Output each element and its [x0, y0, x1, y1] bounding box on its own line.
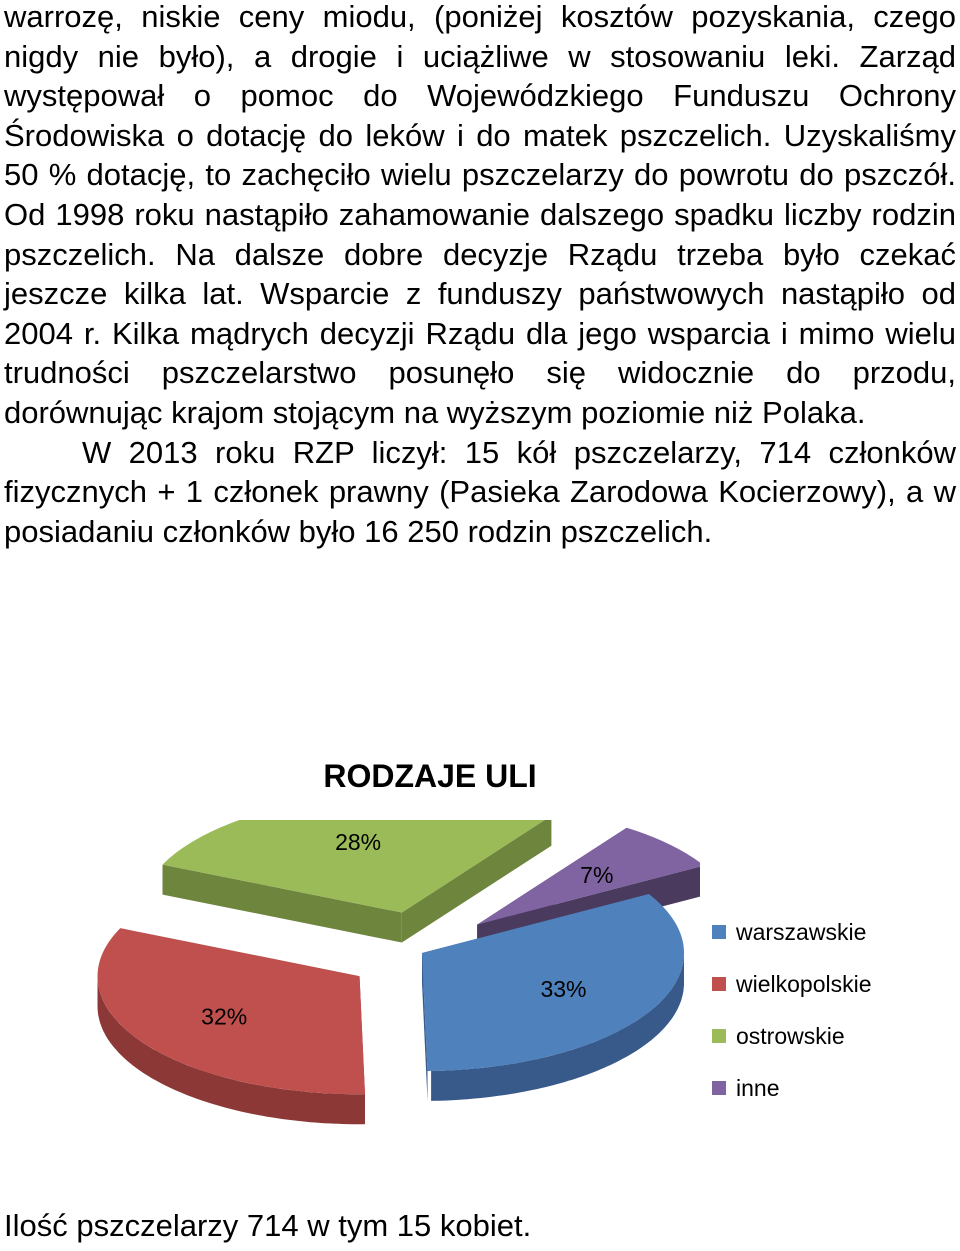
legend-label-warszawskie: warszawskie — [736, 918, 867, 945]
data-label-ostrowskie: 28% — [335, 829, 382, 856]
legend-item-wielkopolskie — [712, 958, 872, 1010]
legend-item-ostrowskie — [712, 1010, 872, 1062]
legend-item-warszawskie — [712, 906, 872, 958]
legend-swatch-ostrowskie — [712, 1029, 726, 1043]
legend-swatch-warszawskie — [712, 925, 726, 939]
data-label-wielkopolskie: 32% — [201, 1003, 248, 1030]
data-label-warszawskie: 33% — [540, 975, 587, 1002]
data-label-inne: 7% — [580, 862, 614, 889]
paragraph-2: W 2013 roku RZP liczył: 15 kół pszczelarzy, 714 członków fizycznych + 1 członek prawny (Pasieka Zarodowa Kocierzowy), a w posiadaniu członków było 16 250 rodzin pszczelich. — [4, 434, 956, 549]
pie-chart — [0, 820, 700, 1180]
legend-label-wielkopolskie: wielkopolskie — [736, 970, 872, 997]
legend-swatch-wielkopolskie — [712, 977, 726, 991]
chart-legend — [712, 906, 872, 1114]
legend-label-ostrowskie: ostrowskie — [736, 1022, 845, 1049]
paragraph-1: warrozę, niskie ceny miodu, (poniżej kosztów pozyskania, czego nigdy nie było), a drogie i uciążliwe w stosowaniu leki. Zarząd występował o pomoc do Wojewódzkiego Funduszu Ochrony Środowiska o dotację do leków i do matek pszczelich. Uzyskaliśmy 50 % dotację, to zachęciło wielu pszczelarzy do powrotu do pszczół. Od 1998 roku nastąpiło zahamowanie dalszego spadku liczby rodzin pszczelich. Na dalsze dobre decyzje Rządu trzeba było czekać jeszcze kilka lat. Wsparcie z funduszy państwowych nastąpiło od 2004 r. Kilka mądrych decyzji Rządu dla jego wsparcia i mimo wielu trudności pszczelarstwo posunęło się widocznie do przodu, dorównując krajom stojącym na wyższym poziomie niż Polaka. — [4, 0, 956, 430]
legend-item-inne — [712, 1062, 872, 1114]
chart-title: RODZAJE ULI — [323, 758, 537, 794]
body-text — [4, 0, 956, 551]
legend-label-inne: inne — [736, 1074, 780, 1101]
footer-text: Ilość pszczelarzy 714 w tym 15 kobiet. — [4, 1208, 532, 1243]
legend-swatch-inne — [712, 1081, 726, 1095]
